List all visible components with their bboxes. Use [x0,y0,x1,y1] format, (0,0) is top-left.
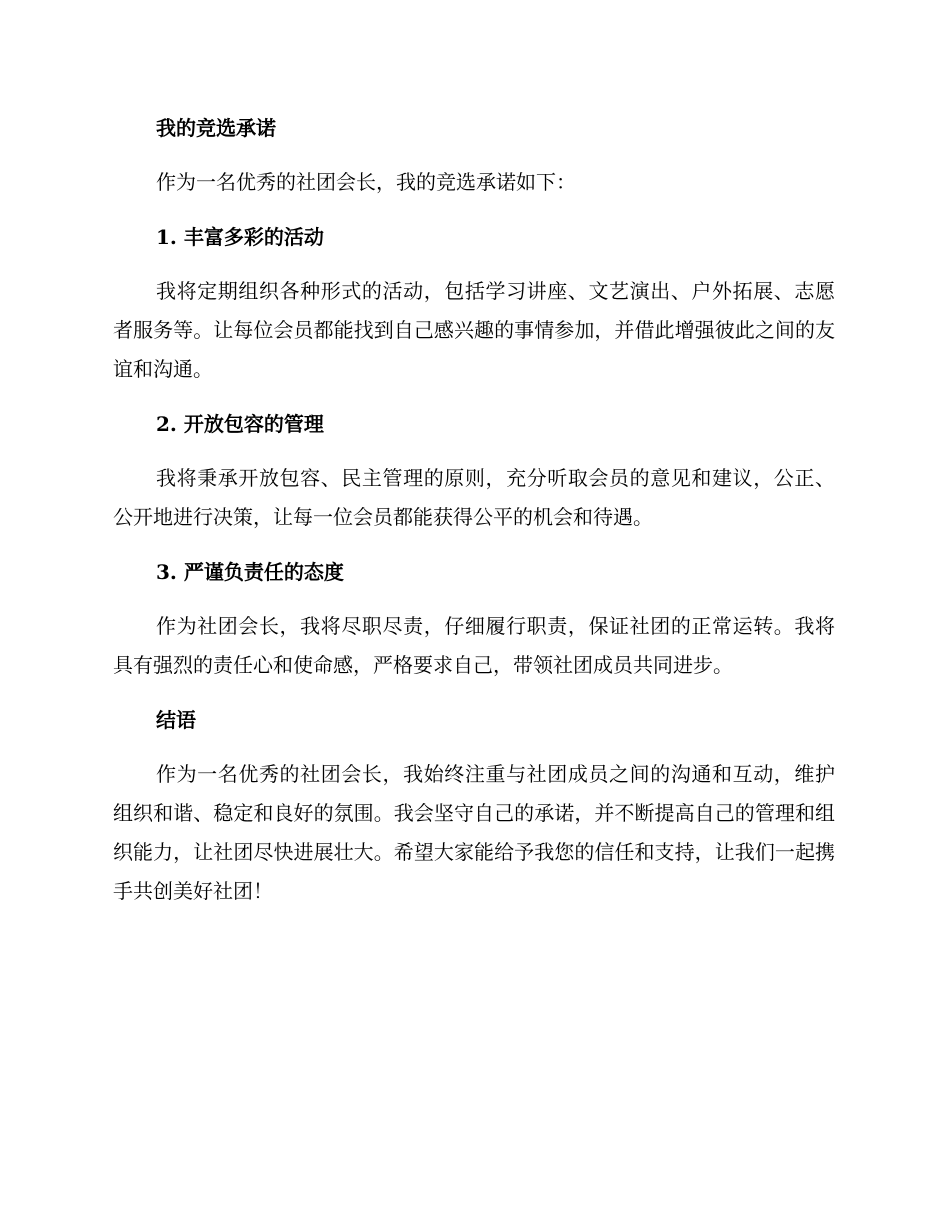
document-body [113,108,835,911]
section-heading-attitude: 3. 严谨负责任的态度 [156,560,344,584]
section-body-management: 我将秉承开放包容、民主管理的原则，充分听取会员的意见和建议，公正、公开地进行决策，让每一位会员都能获得公平的机会和待遇。 [113,466,835,529]
document-title: 我的竞选承诺 [156,116,276,140]
section-heading-activities: 1. 丰富多彩的活动 [156,225,324,249]
section-heading-management: 2. 开放包容的管理 [156,412,324,436]
section-body-activities: 我将定期组织各种形式的活动，包括学习讲座、文艺演出、户外拓展、志愿者服务等。让每位会员都能找到自己感兴趣的事情参加，并借此增强彼此之间的友谊和沟通。 [113,279,835,381]
conclusion-heading: 结语 [156,708,196,732]
conclusion-body: 作为一名优秀的社团会长，我始终注重与社团成员之间的沟通和互动，维护组织和谐、稳定和良好的氛围。我会坚守自己的承诺，并不断提高自己的管理和组织能力，让社团尽快进展壮大。希望大家能给予我您的信任和支持，让我们一起携手共创美好社团！ [113,762,835,903]
intro-paragraph: 作为一名优秀的社团会长，我的竞选承诺如下： [156,170,576,194]
section-body-attitude: 作为社团会长，我将尽职尽责，仔细履行职责，保证社团的正常运转。我将具有强烈的责任心和使命感，严格要求自己，带领社团成员共同进步。 [113,614,835,677]
